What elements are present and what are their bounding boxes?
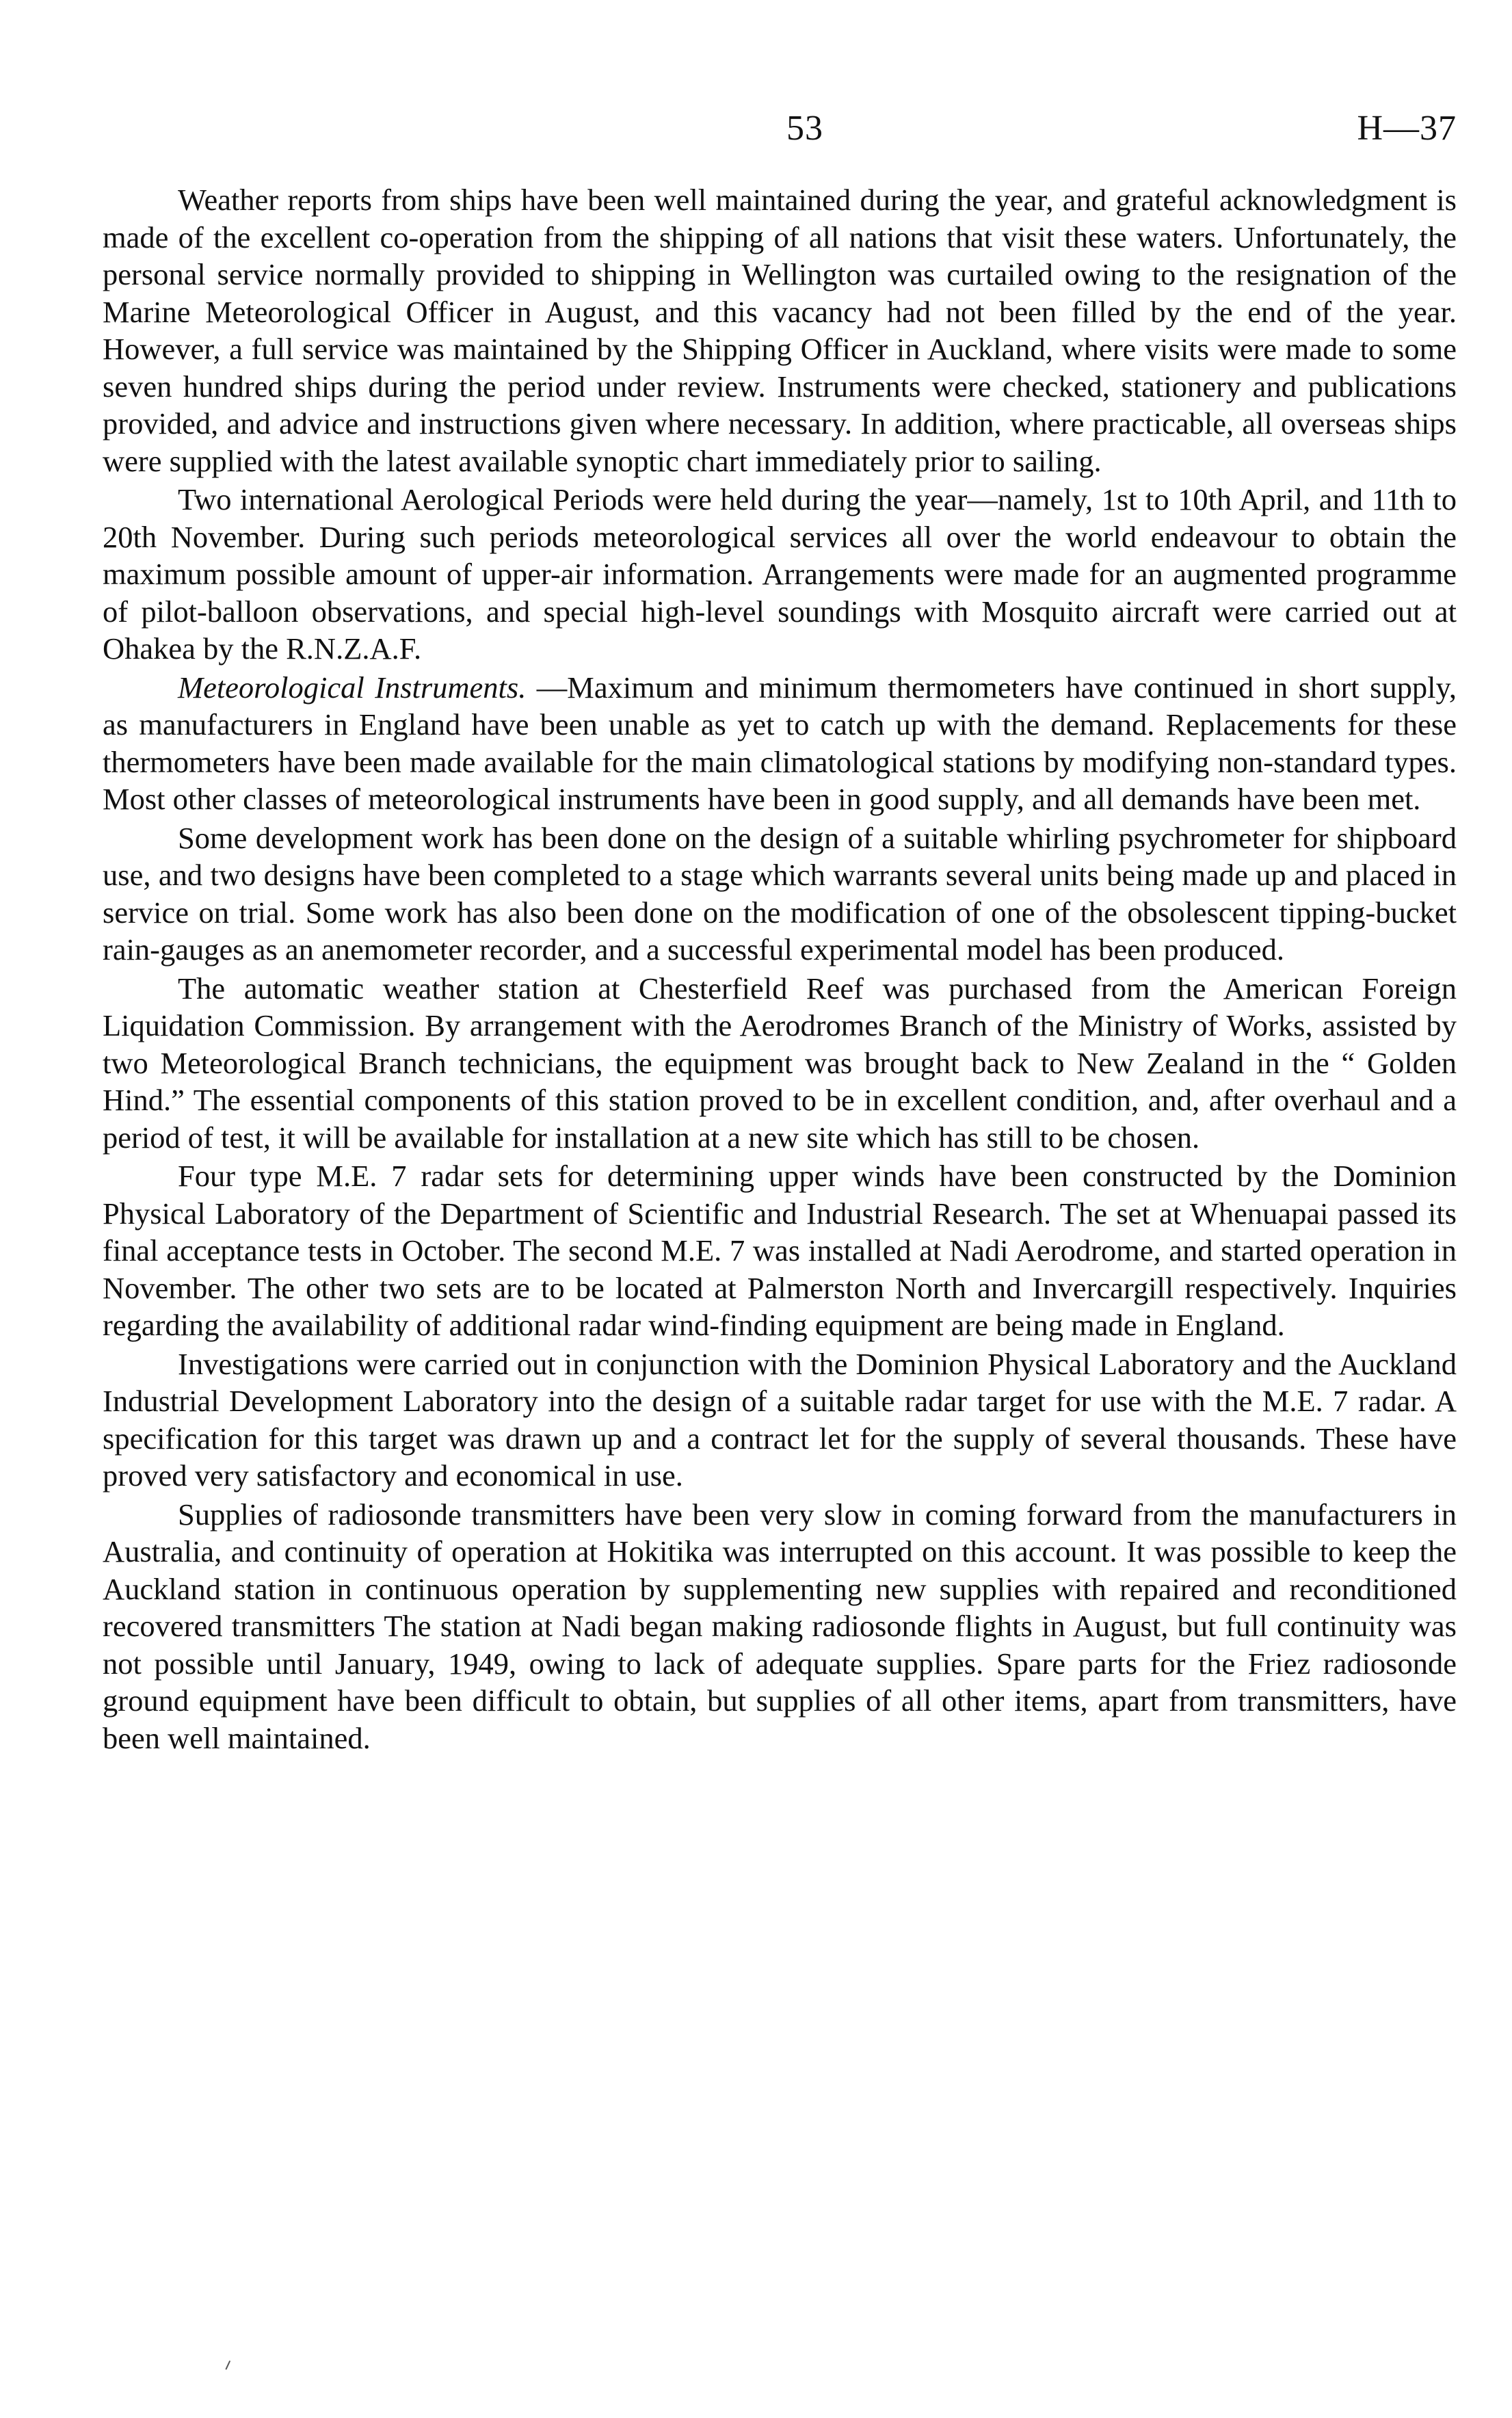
paragraph-meteorological-instruments	[103, 669, 1457, 818]
page-number: 53	[786, 109, 823, 148]
document-reference: H—37	[1357, 109, 1457, 148]
stray-ink-mark	[225, 2361, 234, 2371]
paragraph-psychrometer-development: Some development work has been done on the design of a suitable whirling psychrometer for shipboard use, and two designs have been completed to a stage which warrants several units being made up and placed in service on trial. Some work has also been done on the modification of one of the obsolescent tipping-bucket rain-gauges as an anemometer recorder, and a successful experimental model has been produced.	[103, 820, 1457, 967]
paragraph-radiosonde-supplies: Supplies of radiosonde transmitters have been very slow in coming forward from the manufacturers in Australia, and continuity of operation at Hokitika was interrupted on this account. It was possible to keep the Auckland station in continuous operation by supplementing new supplies with repaired and reconditioned recovered transmitters The station at Nadi began making radiosonde flights in August, but full continuity was not possible until January, 1949, owing to lack of adequate supplies. Spare parts for the Friez radiosonde ground equipment have been difficult to obtain, but supplies of all other items, apart from transmitters, have been well maintained.	[103, 1497, 1457, 1755]
paragraph-chesterfield-reef-station: The automatic weather station at Chesterfield Reef was purchased from the American Foreign Liquidation Commission. By arrangement with the Aerodromes Branch of the Ministry of Works, assisted by two Meteorological Branch technicians, the equipment was brought back to New Zealand in the “ Golden Hind.” The essential components of this station proved to be in excellent condition, and, after overhaul and a period of test, it will be available for installation at a new site which has still to be chosen.	[103, 971, 1457, 1155]
body-text	[103, 181, 1457, 1758]
paragraph-radar-target: Investigations were carried out in conjunction with the Dominion Physical Laboratory and the Auckland Industrial Development Laboratory into the design of a suitable radar target for use with the M.E. 7 radar. A specification for this target was drawn up and a contract let for the supply of several thousands. These have proved very satisfactory and economical in use.	[103, 1346, 1457, 1493]
paragraph-ship-weather-reports: Weather reports from ships have been well maintained during the year, and grateful acknowledgment is made of the excellent co-operation from the shipping of all nations that visit these waters. Unfortunately, the personal service normally provided to shipping in Wellington was curtailed owing to the resignation of the Marine Meteorological Officer in August, and this vacancy had not been filled by the end of the year. However, a full service was maintained by the Shipping Officer in Auckland, where visits were made to some seven hundred ships during the period under review. Instruments were checked, stationery and publications provided, and advice and instructions given where necessary. In addition, where practicable, all overseas ships were supplied with the latest available synoptic chart immediately prior to sailing.	[103, 183, 1457, 478]
paragraph-aerological-periods: Two international Aerological Periods were held during the year—namely, 1st to 10th April, and 11th to 20th November. During such periods meteorological services all over the world endeavour to obtain the maximum possible amount of upper-air information. Arrangements were made for an augmented programme of pilot-balloon observations, and special high-level soundings with Mosquito aircraft were carried out at Ohakea by the R.N.Z.A.F.	[103, 482, 1457, 666]
page-header	[103, 108, 1457, 156]
heading-dash: —	[526, 670, 568, 705]
paragraph-radar-sets: Four type M.E. 7 radar sets for determining upper winds have been constructed by the Dominion Physical Laboratory of the Department of Scientific and Industrial Research. The set at Whenuapai passed its final acceptance tests in October. The second M.E. 7 was installed at Nadi Aerodrome, and started operation in November. The other two sets are to be located at Palmerston North and Invercargill respectively. Inquiries regarding the availability of additional radar wind-finding equipment are being made in England.	[103, 1159, 1457, 1342]
section-heading-instruments: Meteorological Instruments.	[178, 670, 527, 705]
instruments-text: Maximum and minimum thermometers have continued in short supply, as manufacturers in England have been unable as yet to catch up with the demand. Replacements for these thermometers have been made available for the main climatological stations by modifying non-standard types. Most other classes of meteorological instruments have been in good supply, and all demands have been met.	[103, 670, 1457, 816]
